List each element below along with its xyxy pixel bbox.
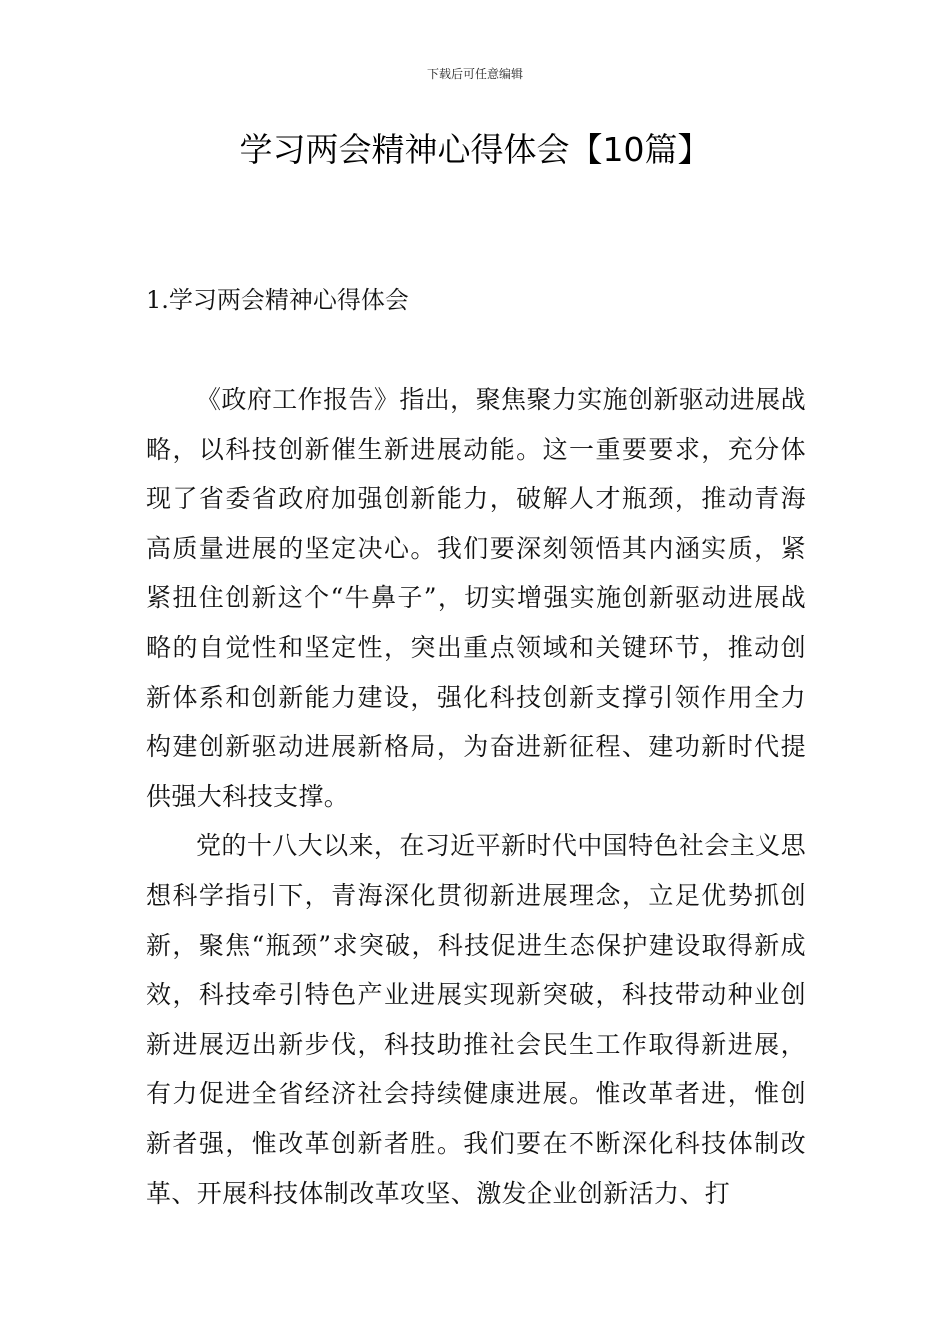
section-heading: 1.学习两会精神心得体会	[146, 286, 409, 314]
document-title: 学习两会精神心得体会【10篇】	[239, 130, 711, 169]
header-note: 下载后可任意编辑	[426, 67, 523, 81]
paragraph-1: 《政府工作报告》指出，聚焦聚力实施创新驱动进展战略，以科技创新催生新进展动能。这一重要要求，充分体现了省委省政府加强创新能力，破解人才瓶颈，推动青海高质量进展的坚定决心。我们要深刻领悟其内涵实质，紧紧扭住创新这个“牛鼻子”，切实增强实施创新驱动进展战略的自觉性和坚定性，突出重点领域和关键环节，推动创新体系和创新能力建设，强化科技创新支撑引领作用全力构建创新驱动进展新格局，为奋进新征程、建功新时代提供强大科技支撑。	[146, 385, 806, 811]
body-text	[146, 375, 806, 1218]
paragraph-2: 党的十八大以来，在习近平新时代中国特色社会主义思想科学指引下，青海深化贯彻新进展理念，立足优势抓创新，聚焦“瓶颈”求突破，科技促进生态保护建设取得新成效，科技牵引特色产业进展实现新突破，科技带动种业创新进展迈出新步伐，科技助推社会民生工作取得新进展，有力促进全省经济社会持续健康进展。惟改革者进，惟创新者强，惟改革创新者胜。我们要在不断深化科技体制改革、开展科技体制改革攻坚、激发企业创新活力、打	[146, 831, 806, 1208]
